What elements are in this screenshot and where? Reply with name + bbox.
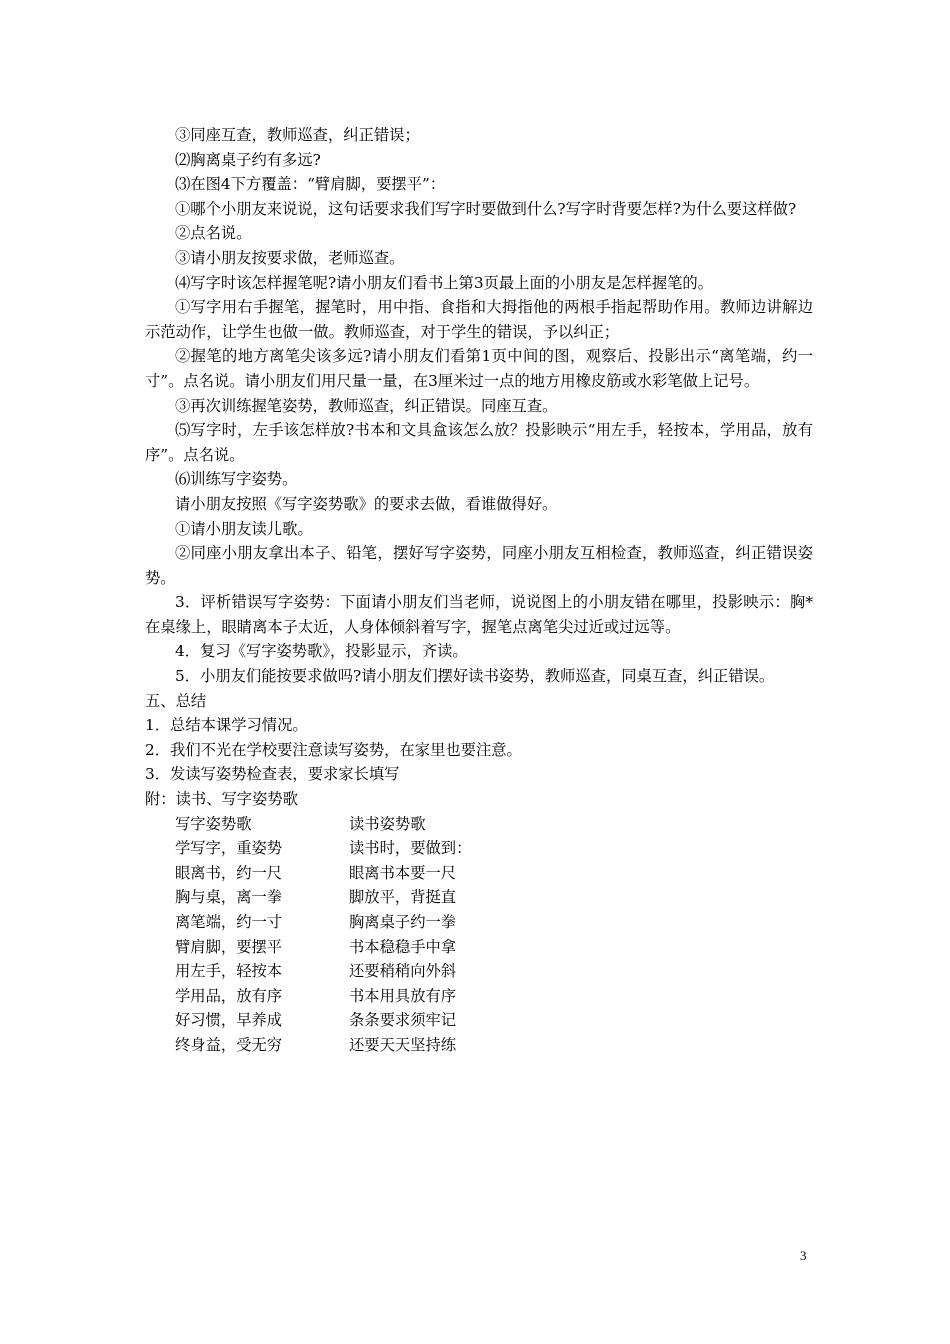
reading-poem-line: 书本用具放有序 [349,986,457,1005]
writing-poem-line: 胸与桌，离一拳 [175,888,283,907]
poem-line-row [145,959,813,984]
writing-poem-line: 学用品，放有序 [175,986,283,1005]
paragraph: 5．小朋友们能按要求做吗?请小朋友们摆好读书姿势，教师巡查，同桌互查，纠正错误。 [175,667,775,686]
reading-poem-line: 条条要求须牢记 [349,1011,457,1030]
writing-poem-line: 臂肩脚，要摆平 [175,937,283,956]
paragraph: ①哪个小朋友来说说，这句话要求我们写字时要做到什么?写字时背要怎样?为什么要这样做? [175,199,797,218]
reading-poem-line: 书本稳稳手中拿 [349,937,457,956]
reading-poem-line: 脚放平，背挺直 [349,888,457,907]
paragraph: 请小朋友按照《写字姿势歌》的要求去做，看谁做得好。 [175,494,558,513]
paragraph: ⑵胸离桌子约有多远? [175,150,321,169]
writing-poem-title: 写字姿势歌 [175,814,252,833]
paragraph-list [145,123,813,812]
writing-poem-line: 离笔端，约一寸 [175,913,283,931]
reading-poem-line: 读书时，要做到： [349,839,472,858]
reading-poem-title: 读书姿势歌 [349,814,426,833]
paragraph: ⑷写字时该怎样握笔呢?请小朋友们看书上第3页最上面的小朋友是怎样握笔的。 [175,273,714,292]
page-number: 3 [800,1248,807,1263]
paragraph: ②点名说。 [175,224,252,243]
writing-poem-line: 眼离书，约一尺 [175,863,283,882]
reading-poem-line: 还要天天坚持练 [349,1035,457,1054]
poem-line-row [145,984,813,1009]
paragraph: ⑸写字时，左手该怎样放?书本和文具盒该怎么放？投影映示“用左手，轻按本，学用品，放有序”。点名说。 [145,421,813,464]
reading-poem-line: 还要稍稍向外斜 [349,962,457,981]
paragraph: 3．评析错误写字姿势：下面请小朋友们当老师，说说图上的小朋友错在哪里，投影映示：胸*在桌缘上，眼睛离本子太近，人身体倾斜着写字，握笔点离笔尖过近或过远等。 [145,593,813,636]
poem-line-row [145,1008,813,1033]
paragraph: ③请小朋友按要求做，老师巡查。 [175,248,405,267]
paragraph: 3．发读写姿势检查表，要求家长填写 [145,765,400,784]
poem-line-row [145,885,813,910]
reading-poem-line: 眼离书本要一尺 [349,863,457,882]
paragraph: 1．总结本课学习情况。 [145,716,308,735]
writing-poem-line: 终身益，受无穷 [175,1035,283,1054]
document-body [145,123,813,1058]
poem-line-row [145,910,813,935]
reading-poem-line: 胸离桌子约一拳 [349,913,457,931]
poem-line-row [145,1033,813,1058]
writing-poem-line: 用左手，轻按本 [175,962,283,981]
paragraph: ②同座小朋友拿出本子、铅笔，摆好写字姿势，同座小朋友互相检查，教师巡查，纠正错误姿势。 [145,544,813,587]
paragraph: 五、总结 [145,691,207,710]
paragraph: ③同座互查，教师巡查，纠正错误； [175,126,420,144]
writing-poem-line: 好习惯，早养成 [175,1011,283,1030]
paragraph: ⑹训练写字姿势。 [175,470,298,489]
paragraph: 2．我们不光在学校要注意读写姿势，在家里也要注意。 [145,740,522,759]
paragraph: 4．复习《写字姿势歌》，投影显示，齐读。 [175,642,468,661]
poem-table [145,812,813,1058]
paragraph: ②握笔的地方离笔尖该多远?请小朋友们看第1页中间的图，观察后、投影出示“离笔端，约一寸”。点名说。请小朋友们用尺量一量，在3厘米过一点的地方用橡皮筋或水彩笔做上记号。 [145,347,813,390]
poem-title-row [145,812,813,837]
writing-poem-line: 学写字，重姿势 [175,839,283,858]
paragraph: ③再次训练握笔姿势，教师巡查，纠正错误。同座互查。 [175,396,558,415]
paragraph: 附：读书、写字姿势歌 [145,790,298,809]
paragraph: ⑶在图4下方覆盖：“臂肩脚，要摆平”： [175,175,446,194]
poem-line-row [145,861,813,886]
paragraph: ①请小朋友读儿歌。 [175,519,313,538]
poem-line-row [145,836,813,861]
poem-line-row [145,935,813,960]
paragraph: ①写字用右手握笔，握笔时，用中指、食指和大拇指他的两根手指起帮助作用。教师边讲解边示范动作，让学生也做一做。教师巡查，对于学生的错误，予以纠正； [145,298,813,341]
